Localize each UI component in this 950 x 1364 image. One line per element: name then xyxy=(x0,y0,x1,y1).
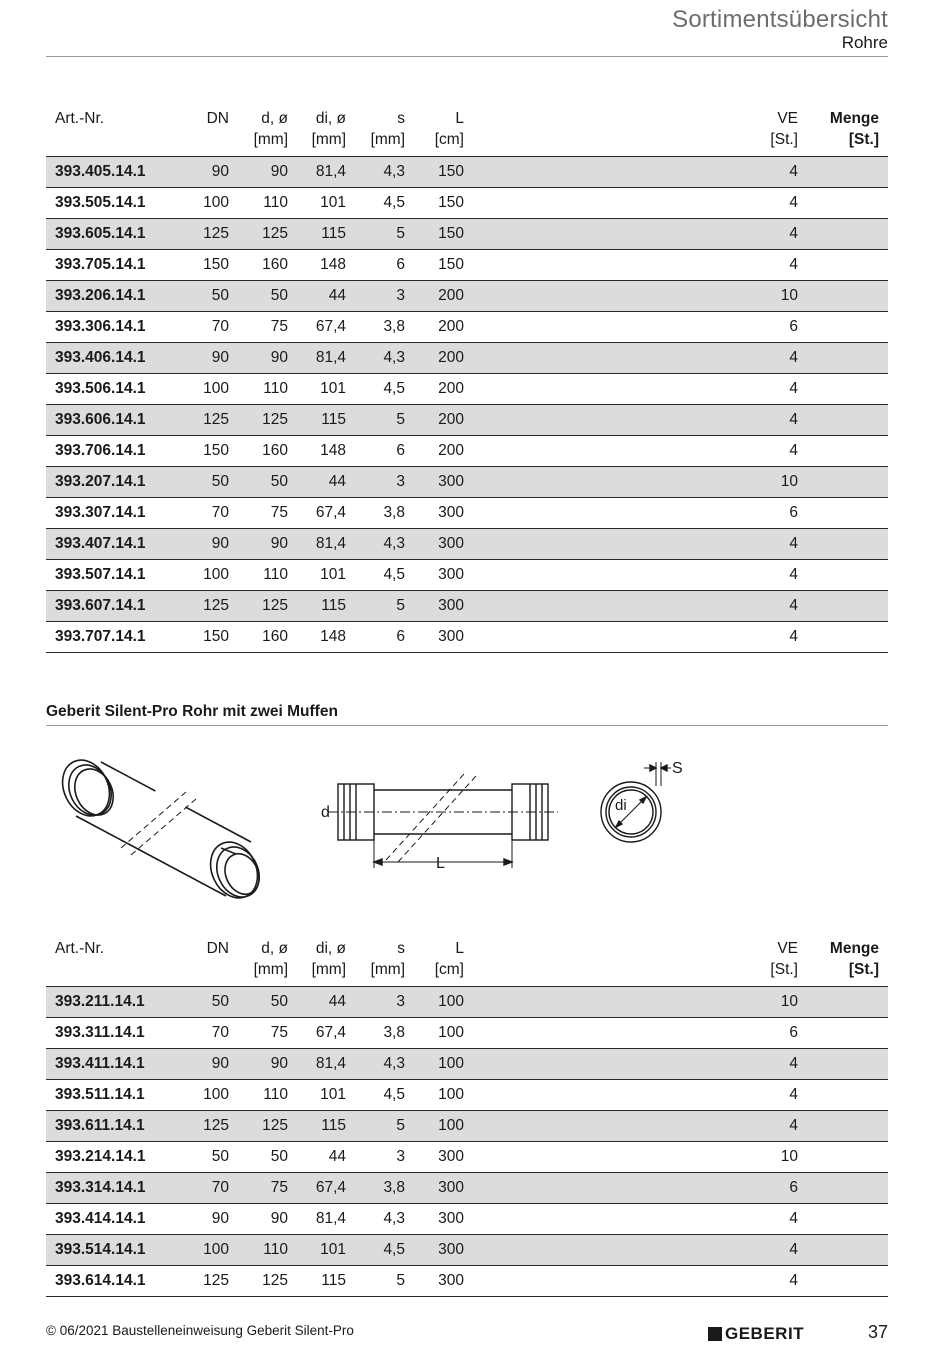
page-title: Sortimentsübersicht xyxy=(672,6,888,33)
cell-l: 300 xyxy=(438,566,464,583)
cell-s: 3 xyxy=(396,1148,405,1165)
cell-s: 3,8 xyxy=(383,504,405,521)
cell-art: 393.211.14.1 xyxy=(55,993,145,1010)
cell-ve: 4 xyxy=(789,1272,798,1289)
col-ve: VE [St.] xyxy=(770,110,798,148)
col-dn: DN xyxy=(206,940,229,957)
cell-ve: 4 xyxy=(789,411,798,428)
cell-ve: 4 xyxy=(789,442,798,459)
cell-di: 115 xyxy=(321,1117,346,1134)
cell-ve: 4 xyxy=(789,1241,798,1258)
table-row xyxy=(46,1204,888,1235)
cell-d: 110 xyxy=(263,566,288,583)
cell-d: 110 xyxy=(263,194,288,211)
cell-dn: 150 xyxy=(203,256,229,273)
table-row xyxy=(46,343,888,374)
cell-l: 150 xyxy=(438,225,464,242)
cell-ve: 4 xyxy=(789,535,798,552)
table-body xyxy=(46,157,888,653)
cell-art: 393.606.14.1 xyxy=(55,411,146,428)
cell-art: 393.307.14.1 xyxy=(55,504,146,521)
cell-l: 300 xyxy=(438,597,464,614)
header-divider xyxy=(46,56,888,57)
table-row xyxy=(46,1111,888,1142)
table-row xyxy=(46,1235,888,1266)
cell-d: 125 xyxy=(262,225,288,242)
cell-art: 393.614.14.1 xyxy=(55,1272,146,1289)
cell-art: 393.611.14.1 xyxy=(55,1117,145,1134)
cell-di: 81,4 xyxy=(315,163,346,180)
cell-d: 50 xyxy=(270,1148,288,1165)
cell-ve: 6 xyxy=(789,318,798,335)
col-menge: Menge [St.] xyxy=(829,110,879,148)
cell-ve: 4 xyxy=(789,380,798,397)
cell-s: 6 xyxy=(396,256,405,273)
cell-di: 101 xyxy=(320,194,346,211)
cell-d: 125 xyxy=(262,1272,288,1289)
table-row xyxy=(46,467,888,498)
cell-dn: 90 xyxy=(211,349,229,366)
table-row xyxy=(46,987,888,1018)
cell-dn: 90 xyxy=(211,535,229,552)
cell-dn: 125 xyxy=(203,597,229,614)
cell-s: 5 xyxy=(396,597,405,614)
cell-l: 100 xyxy=(438,993,464,1010)
pipe-illustrations xyxy=(46,740,888,920)
cell-dn: 70 xyxy=(211,504,229,521)
cell-l: 150 xyxy=(438,163,464,180)
cell-di: 148 xyxy=(320,256,346,273)
product-table-2 xyxy=(46,938,888,1297)
cell-dn: 125 xyxy=(203,1272,229,1289)
cell-s: 4,3 xyxy=(383,1055,405,1072)
logo-square-icon xyxy=(708,1327,722,1341)
cell-d: 160 xyxy=(262,256,288,273)
cell-di: 67,4 xyxy=(315,318,346,335)
cell-art: 393.411.14.1 xyxy=(55,1055,145,1072)
cell-ve: 4 xyxy=(789,1210,798,1227)
table-row xyxy=(46,560,888,591)
label-l: L xyxy=(436,855,445,872)
cell-dn: 100 xyxy=(203,1241,229,1258)
cell-di: 115 xyxy=(321,597,346,614)
cell-art: 393.214.14.1 xyxy=(55,1148,146,1165)
cell-d: 125 xyxy=(262,597,288,614)
cell-ve: 4 xyxy=(789,163,798,180)
cell-d: 75 xyxy=(270,318,288,335)
cell-art: 393.505.14.1 xyxy=(55,194,146,211)
cell-d: 160 xyxy=(262,442,288,459)
cell-s: 4,3 xyxy=(383,349,405,366)
cell-art: 393.511.14.1 xyxy=(55,1086,145,1103)
cell-l: 300 xyxy=(438,535,464,552)
cell-di: 44 xyxy=(328,1148,346,1165)
col-art: Art.-Nr. xyxy=(55,940,105,957)
table-row xyxy=(46,1080,888,1111)
cell-di: 44 xyxy=(328,473,346,490)
cell-dn: 125 xyxy=(203,1117,229,1134)
col-d: d, ø [mm] xyxy=(253,940,288,978)
cell-l: 100 xyxy=(438,1117,464,1134)
table-header xyxy=(46,108,888,157)
cell-l: 200 xyxy=(438,349,464,366)
cell-di: 101 xyxy=(320,1086,346,1103)
cell-d: 50 xyxy=(270,993,288,1010)
cell-dn: 50 xyxy=(211,1148,229,1165)
cell-l: 300 xyxy=(438,1148,464,1165)
cell-dn: 150 xyxy=(203,442,229,459)
pipe-figures xyxy=(46,740,888,920)
page-subtitle: Rohre xyxy=(841,33,888,52)
table-row xyxy=(46,157,888,188)
table-row xyxy=(46,1173,888,1204)
table-row xyxy=(46,436,888,467)
cell-s: 4,3 xyxy=(383,535,405,552)
table-header xyxy=(46,938,888,987)
cell-di: 81,4 xyxy=(315,349,346,366)
cell-s: 3,8 xyxy=(383,318,405,335)
pipe-side-figure xyxy=(328,774,558,868)
cell-s: 4,5 xyxy=(383,194,405,211)
cell-d: 50 xyxy=(270,473,288,490)
cell-dn: 50 xyxy=(211,473,229,490)
cell-di: 115 xyxy=(321,411,346,428)
table-row xyxy=(46,591,888,622)
table-row xyxy=(46,1049,888,1080)
table-body xyxy=(46,987,888,1297)
cell-s: 4,3 xyxy=(383,163,405,180)
cell-s: 6 xyxy=(396,442,405,459)
col-ve: VE [St.] xyxy=(770,940,798,978)
cell-s: 4,5 xyxy=(383,566,405,583)
col-dn: DN xyxy=(206,110,229,127)
cell-d: 90 xyxy=(270,1210,288,1227)
cell-di: 101 xyxy=(320,566,346,583)
cell-dn: 100 xyxy=(203,380,229,397)
table-row xyxy=(46,188,888,219)
cell-ve: 6 xyxy=(789,1024,798,1041)
cell-art: 393.514.14.1 xyxy=(55,1241,146,1258)
col-art: Art.-Nr. xyxy=(55,110,105,127)
col-l: L [cm] xyxy=(434,110,464,148)
col-di: di, ø [mm] xyxy=(311,110,346,148)
cell-di: 44 xyxy=(328,287,346,304)
cell-art: 393.705.14.1 xyxy=(55,256,146,273)
cell-l: 100 xyxy=(438,1055,464,1072)
section-divider xyxy=(46,725,888,726)
cell-s: 4,5 xyxy=(383,1086,405,1103)
cell-d: 110 xyxy=(263,380,288,397)
cell-art: 393.607.14.1 xyxy=(55,597,146,614)
cell-di: 101 xyxy=(320,380,346,397)
cell-dn: 125 xyxy=(203,411,229,428)
cell-art: 393.207.14.1 xyxy=(55,473,146,490)
cell-dn: 70 xyxy=(211,318,229,335)
cell-s: 3,8 xyxy=(383,1024,405,1041)
cell-l: 150 xyxy=(438,256,464,273)
table-row xyxy=(46,312,888,343)
cell-ve: 4 xyxy=(789,566,798,583)
brand-logo xyxy=(708,1324,804,1344)
cell-art: 393.605.14.1 xyxy=(55,225,146,242)
cell-art: 393.311.14.1 xyxy=(55,1024,145,1041)
cell-dn: 125 xyxy=(203,225,229,242)
cell-l: 200 xyxy=(438,318,464,335)
cell-s: 4,3 xyxy=(383,1210,405,1227)
cell-s: 3 xyxy=(396,993,405,1010)
cell-d: 50 xyxy=(270,287,288,304)
cell-art: 393.707.14.1 xyxy=(55,628,146,645)
cell-s: 5 xyxy=(396,411,405,428)
cell-l: 300 xyxy=(438,1241,464,1258)
cell-l: 300 xyxy=(438,473,464,490)
cell-d: 125 xyxy=(262,411,288,428)
table-row xyxy=(46,250,888,281)
cell-d: 75 xyxy=(270,1024,288,1041)
cell-d: 90 xyxy=(270,163,288,180)
cell-di: 44 xyxy=(328,993,346,1010)
cell-ve: 4 xyxy=(789,597,798,614)
cell-ve: 6 xyxy=(789,1179,798,1196)
cell-s: 4,5 xyxy=(383,1241,405,1258)
cell-s: 3 xyxy=(396,287,405,304)
cell-ve: 4 xyxy=(789,349,798,366)
cell-l: 300 xyxy=(438,504,464,521)
cell-l: 300 xyxy=(438,1210,464,1227)
cell-l: 300 xyxy=(438,1179,464,1196)
cell-ve: 4 xyxy=(789,256,798,273)
table-row xyxy=(46,498,888,529)
cell-art: 393.706.14.1 xyxy=(55,442,146,459)
cell-ve: 4 xyxy=(789,1086,798,1103)
cell-d: 90 xyxy=(270,349,288,366)
cell-art: 393.306.14.1 xyxy=(55,318,146,335)
col-s: s [mm] xyxy=(370,110,405,148)
cell-di: 148 xyxy=(320,442,346,459)
table-row xyxy=(46,281,888,312)
cell-d: 75 xyxy=(270,1179,288,1196)
cell-s: 6 xyxy=(396,628,405,645)
col-s: s [mm] xyxy=(370,940,405,978)
cell-l: 300 xyxy=(438,628,464,645)
cell-d: 125 xyxy=(262,1117,288,1134)
cell-d: 110 xyxy=(263,1241,288,1258)
cell-s: 3 xyxy=(396,473,405,490)
cell-d: 160 xyxy=(262,628,288,645)
table-row xyxy=(46,405,888,436)
cell-ve: 6 xyxy=(789,504,798,521)
cell-di: 115 xyxy=(321,225,346,242)
footer-copyright: © 06/2021 Baustelleneinweisung Geberit Silent-Pro xyxy=(46,1323,354,1338)
pipe-section-figure xyxy=(601,762,671,842)
cell-di: 81,4 xyxy=(315,535,346,552)
cell-s: 5 xyxy=(396,225,405,242)
cell-art: 393.414.14.1 xyxy=(55,1210,146,1227)
cell-ve: 10 xyxy=(780,473,798,490)
cell-ve: 4 xyxy=(789,225,798,242)
brand-name: GEBERIT xyxy=(725,1324,805,1343)
cell-di: 67,4 xyxy=(315,1024,346,1041)
table-row xyxy=(46,622,888,653)
cell-dn: 70 xyxy=(211,1024,229,1041)
cell-dn: 100 xyxy=(203,1086,229,1103)
cell-dn: 90 xyxy=(211,1210,229,1227)
cell-di: 115 xyxy=(321,1272,346,1289)
cell-art: 393.206.14.1 xyxy=(55,287,146,304)
product-table-1 xyxy=(46,108,888,653)
cell-d: 90 xyxy=(270,1055,288,1072)
cell-ve: 10 xyxy=(780,287,798,304)
cell-art: 393.406.14.1 xyxy=(55,349,146,366)
cell-di: 81,4 xyxy=(315,1210,346,1227)
cell-dn: 50 xyxy=(211,287,229,304)
col-di: di, ø [mm] xyxy=(311,940,346,978)
cell-di: 101 xyxy=(320,1241,346,1258)
cell-dn: 100 xyxy=(203,194,229,211)
section-title: Geberit Silent-Pro Rohr mit zwei Muffen xyxy=(46,703,338,720)
col-l: L [cm] xyxy=(434,940,464,978)
label-s: S xyxy=(672,760,683,777)
cell-l: 200 xyxy=(438,380,464,397)
cell-art: 393.507.14.1 xyxy=(55,566,146,583)
table-row xyxy=(46,1142,888,1173)
table-row xyxy=(46,1018,888,1049)
cell-s: 5 xyxy=(396,1117,405,1134)
cell-l: 200 xyxy=(438,442,464,459)
cell-ve: 4 xyxy=(789,194,798,211)
cell-art: 393.407.14.1 xyxy=(55,535,146,552)
cell-ve: 4 xyxy=(789,1117,798,1134)
page-number: 37 xyxy=(867,1322,888,1342)
cell-art: 393.314.14.1 xyxy=(55,1179,146,1196)
cell-dn: 90 xyxy=(211,163,229,180)
cell-ve: 4 xyxy=(789,1055,798,1072)
cell-ve: 10 xyxy=(780,993,798,1010)
cell-d: 110 xyxy=(263,1086,288,1103)
table-row xyxy=(46,219,888,250)
cell-art: 393.405.14.1 xyxy=(55,163,146,180)
cell-dn: 150 xyxy=(203,628,229,645)
col-d: d, ø [mm] xyxy=(253,110,288,148)
cell-l: 200 xyxy=(438,411,464,428)
table-row xyxy=(46,529,888,560)
cell-di: 67,4 xyxy=(315,504,346,521)
cell-l: 200 xyxy=(438,287,464,304)
cell-d: 90 xyxy=(270,535,288,552)
table-row xyxy=(46,1266,888,1297)
pipe-perspective-figure xyxy=(54,752,267,905)
cell-s: 3,8 xyxy=(383,1179,405,1196)
label-d: d xyxy=(321,804,330,821)
cell-l: 100 xyxy=(438,1024,464,1041)
cell-dn: 70 xyxy=(211,1179,229,1196)
cell-di: 67,4 xyxy=(315,1179,346,1196)
cell-s: 4,5 xyxy=(383,380,405,397)
cell-dn: 50 xyxy=(211,993,229,1010)
col-menge: Menge [St.] xyxy=(829,940,879,978)
cell-di: 148 xyxy=(320,628,346,645)
cell-ve: 10 xyxy=(780,1148,798,1165)
label-di: di xyxy=(615,797,627,814)
cell-dn: 100 xyxy=(203,566,229,583)
cell-d: 75 xyxy=(270,504,288,521)
cell-ve: 4 xyxy=(789,628,798,645)
cell-l: 300 xyxy=(438,1272,464,1289)
cell-l: 150 xyxy=(438,194,464,211)
cell-di: 81,4 xyxy=(315,1055,346,1072)
cell-dn: 90 xyxy=(211,1055,229,1072)
cell-art: 393.506.14.1 xyxy=(55,380,146,397)
cell-s: 5 xyxy=(396,1272,405,1289)
cell-l: 100 xyxy=(438,1086,464,1103)
table-row xyxy=(46,374,888,405)
